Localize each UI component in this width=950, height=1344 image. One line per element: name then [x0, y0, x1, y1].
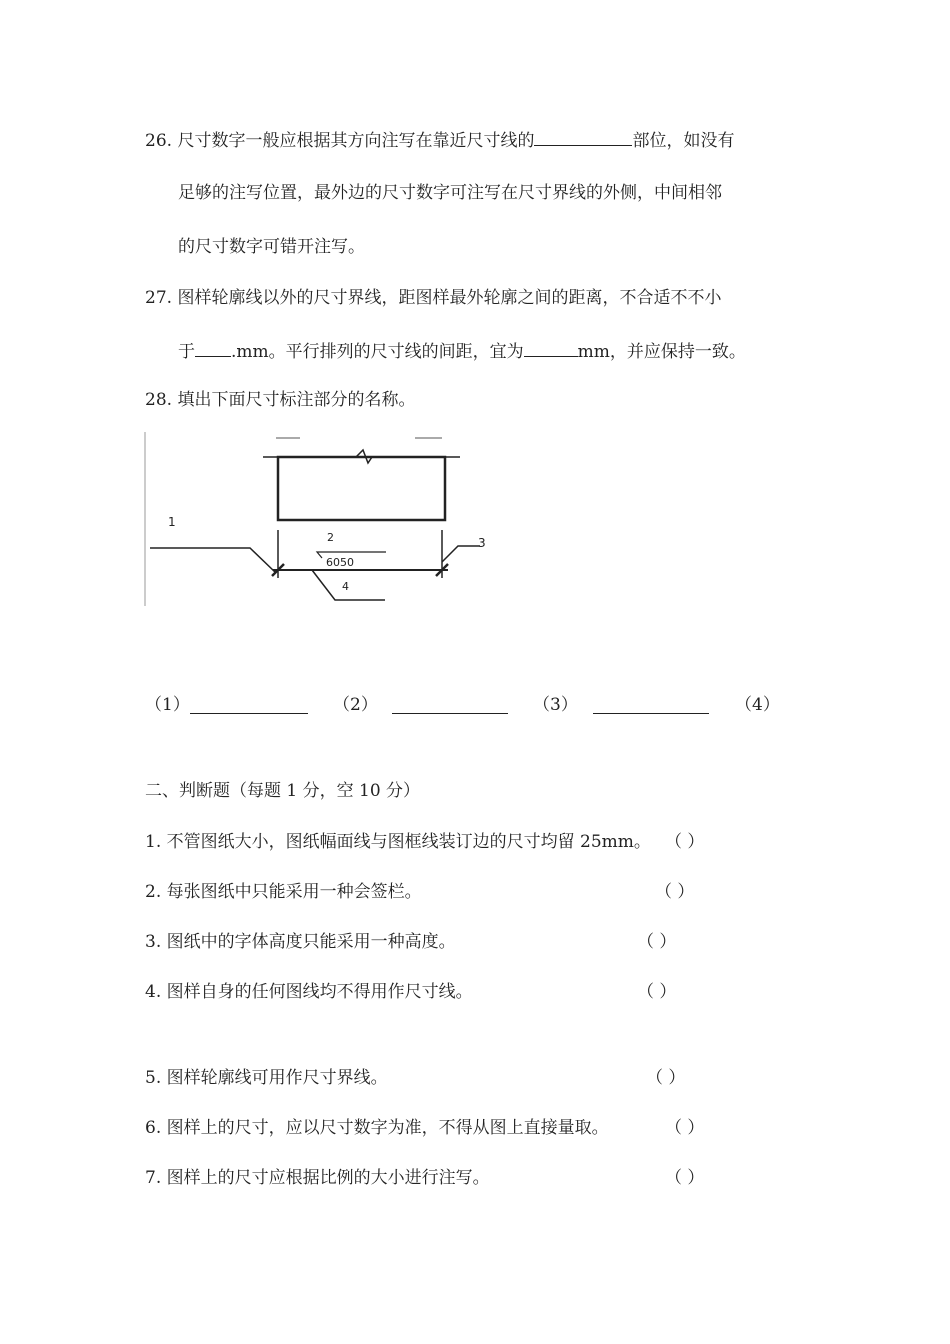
figure-label-4: 4: [342, 580, 349, 593]
judgment-paren-6[interactable]: （ ）: [665, 1118, 705, 1138]
judgment-paren-7[interactable]: （ ）: [665, 1168, 705, 1188]
q27-text-c: mm，并应保持一致。: [577, 342, 746, 362]
answer-blank-3[interactable]: [593, 697, 709, 714]
object-outline: [278, 457, 445, 520]
judgment-item-2: 2. 每张图纸中只能采用一种会签栏。: [145, 882, 422, 902]
q27-text-b: .mm。平行排列的尺寸线的间距，宜为: [231, 342, 524, 362]
q27-blank-2[interactable]: [524, 340, 578, 357]
judgment-item-4: 4. 图样自身的任何图线均不得用作尺寸线。: [145, 982, 473, 1002]
q26-line-3: 的尺寸数字可错开注写。: [178, 237, 365, 257]
answer-blank-2[interactable]: [392, 697, 508, 714]
judgment-paren-4[interactable]: （ ）: [637, 982, 677, 1002]
q26-line-1: [145, 129, 734, 151]
q28-question: 28. 填出下面尺寸标注部分的名称。: [145, 390, 416, 410]
judgment-item-1: 1. 不管图纸大小，图纸幅面线与图框线装订边的尺寸均留 25mm。: [145, 832, 651, 852]
q26-blank[interactable]: [534, 129, 632, 146]
figure-label-3: 3: [478, 536, 486, 550]
q26-line-2: 足够的注写位置，最外边的尺寸数字可注写在尺寸界线的外侧，中间相邻: [178, 183, 722, 203]
q27-line-1: 27. 图样轮廓线以外的尺寸界线，距图样最外轮廓之间的距离，不合适不不小: [145, 288, 722, 308]
q26-text-b: 部位，如没有: [632, 131, 735, 151]
judgment-item-5: 5. 图样轮廓线可用作尺寸界线。: [145, 1068, 388, 1088]
answer-label-2: （2）: [333, 695, 378, 715]
answer-label-1: （1）: [145, 695, 190, 715]
judgment-item-3: 3. 图纸中的字体高度只能采用一种高度。: [145, 932, 456, 952]
leader-1: [150, 548, 276, 573]
judgment-item-7: 7. 图样上的尺寸应根据比例的大小进行注写。: [145, 1168, 490, 1188]
figure-dimension-text: 6050: [326, 556, 354, 569]
answer-label-3: （3）: [533, 695, 578, 715]
section-2-heading: 二、判断题（每题 1 分，空 10 分）: [145, 781, 421, 801]
judgment-paren-3[interactable]: （ ）: [637, 932, 677, 952]
q27-text-a: 于: [178, 342, 195, 362]
answer-label-4: （4）: [735, 695, 780, 715]
figure-label-2: 2: [327, 531, 334, 544]
judgment-item-6: 6. 图样上的尺寸，应以尺寸数字为准，不得从图上直接量取。: [145, 1118, 609, 1138]
judgment-paren-2[interactable]: （ ）: [655, 882, 695, 902]
q27-line-2: [178, 340, 746, 362]
q26-text-a: 26. 尺寸数字一般应根据其方向注写在靠近尺寸线的: [145, 131, 535, 151]
judgment-paren-5[interactable]: （ ）: [646, 1068, 686, 1088]
judgment-paren-1[interactable]: （ ）: [665, 832, 705, 852]
figure-label-1: 1: [168, 515, 176, 529]
answer-blank-1[interactable]: [190, 697, 308, 714]
dimension-diagram: [140, 430, 520, 610]
q27-blank-1[interactable]: [195, 340, 231, 357]
leader-3: [442, 546, 480, 562]
